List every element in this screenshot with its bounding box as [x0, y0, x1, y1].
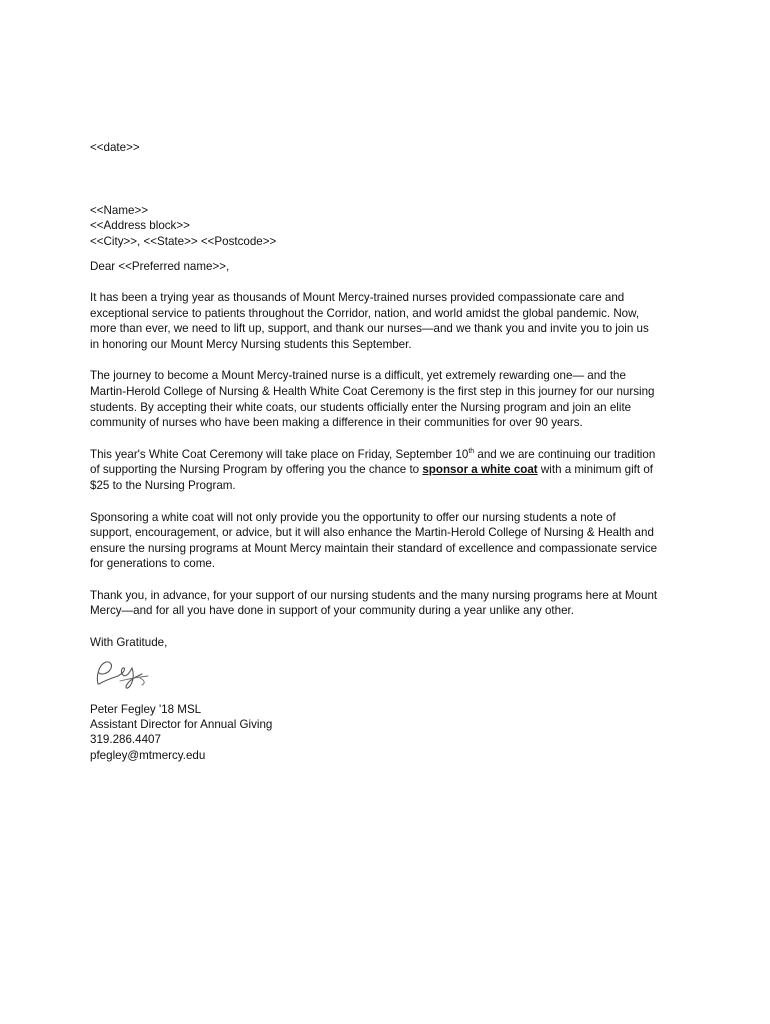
letter-body: [90, 140, 690, 763]
paragraph-line: for generations to come.: [90, 557, 216, 571]
paragraph-2: [90, 368, 690, 430]
salutation: Dear <<Preferred name>>,: [90, 260, 230, 274]
paragraph-line: ensure the nursing programs at Mount Mercy maintain their standard of excellence and compassionate service: [90, 541, 658, 555]
paragraph-line: $25 to the Nursing Program.: [90, 478, 236, 492]
recipient-address-block: [90, 203, 690, 250]
paragraph-line: [90, 462, 690, 478]
paragraph-line: community of nurses who have been making a difference in their communities for over 90 years.: [90, 416, 583, 430]
paragraph-line: exceptional service to patients throughout the Corridor, nation, and world amidst the global pandemic. Now,: [90, 306, 640, 320]
paragraph-line: Mercy—and for all you have done in support of your community during a year unlike any other.: [90, 604, 574, 618]
offer-text: of supporting the Nursing Program by offering you the chance to: [90, 463, 423, 477]
paragraph-line: The journey to become a Mount Mercy-trained nurse is a difficult, yet extremely rewarding one— and the: [90, 369, 626, 383]
paragraph-line: It has been a trying year as thousands of Mount Mercy-trained nurses provided compassionate care and: [90, 290, 625, 304]
ceremony-date-text: This year's White Coat Ceremony will take place on Friday, September 10: [90, 447, 469, 461]
paragraph-5: [90, 588, 690, 619]
recipient-name: <<Name>>: [90, 203, 149, 217]
paragraph-line: more than ever, we need to lift up, support, and thank our nurses—and we thank you and invite you to join us: [90, 322, 649, 336]
paragraph-line: support, encouragement, or advice, but it will also enhance the Martin-Herold College of Nursing & Health and: [90, 526, 654, 540]
paragraph-line: Thank you, in advance, for your support of our nursing students and the many nursing programs here at Mount: [90, 588, 658, 602]
tradition-text: and we are continuing our tradition: [474, 447, 656, 461]
paragraph-1: [90, 290, 690, 352]
paragraph-line: [90, 447, 690, 463]
paragraph-4: [90, 510, 690, 572]
signer-email: pfegley@mtmercy.edu: [90, 748, 206, 762]
paragraph-3: [90, 447, 690, 494]
handwritten-signature: [90, 654, 160, 696]
recipient-address: <<Address block>>: [90, 219, 190, 233]
minimum-gift-text: with a minimum gift of: [537, 463, 653, 477]
signer-name: Peter Fegley '18 MSL: [90, 702, 202, 716]
signer-phone: 319.286.4407: [90, 733, 161, 747]
ordinal-suffix: th: [468, 447, 475, 455]
date-placeholder: <<date>>: [90, 141, 140, 154]
paragraph-line: students. By accepting their white coats, our students officially enter the Nursing program and join an elite: [90, 400, 632, 414]
paragraph-line: Martin-Herold College of Nursing & Health White Coat Ceremony is the first step in this journey for our nursing: [90, 384, 655, 398]
paragraph-line: in honoring our Mount Mercy Nursing students this September.: [90, 337, 412, 351]
signature-block: [90, 702, 690, 764]
recipient-city-state-postcode: <<City>>, <<State>> <<Postcode>>: [90, 234, 277, 248]
paragraph-line: Sponsoring a white coat will not only provide you the opportunity to offer our nursing students a note of: [90, 510, 616, 524]
closing: With Gratitude,: [90, 636, 168, 650]
sponsor-emphasis: sponsor a white coat: [422, 463, 538, 477]
signer-title: Assistant Director for Annual Giving: [90, 718, 273, 732]
